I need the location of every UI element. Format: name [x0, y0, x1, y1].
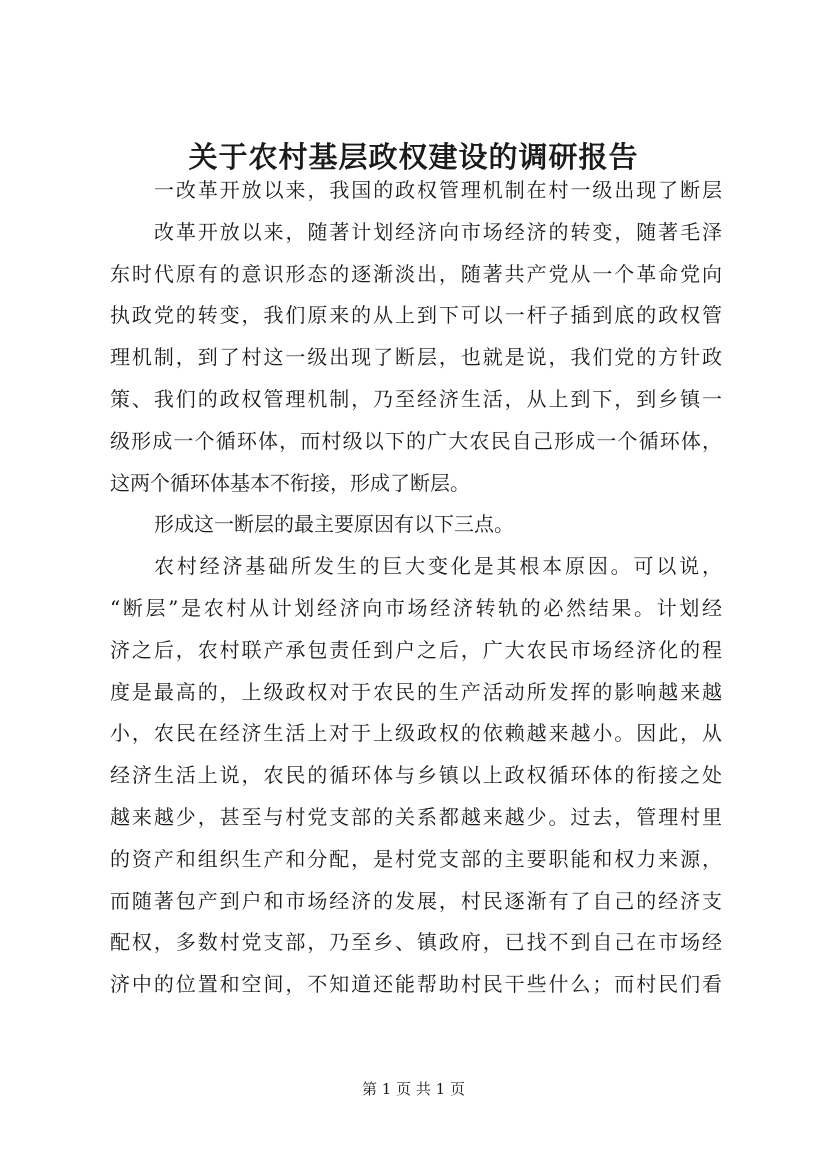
body-line: 东时代原有的意识形态的逐渐淡出，随著共产党从一个革命党向: [110, 261, 722, 286]
body-line: 执政党的转变，我们原来的从上到下可以一杆子插到底的政权管: [110, 303, 722, 328]
body-line: 一改革开放以来，我国的政权管理机制在村一级出现了断层: [154, 178, 722, 202]
body-line: 的资产和组织生产和分配，是村党支部的主要职能和权力来源，: [110, 846, 722, 871]
body-line: 策、我们的政权管理机制，乃至经济生活，从上到下，到乡镇一: [110, 386, 722, 411]
document-title: 关于农村基层政权建设的调研报告: [188, 140, 639, 174]
body-line: 改革开放以来，随著计划经济向市场经济的转变，随著毛泽: [154, 219, 722, 244]
body-line: 级形成一个循环体，而村级以下的广大农民自己形成一个循环体，: [110, 428, 722, 453]
body-line: 而随著包产到户和市场经济的发展，村民逐渐有了自己的经济支: [110, 888, 722, 913]
body-line: 济之后，农村联产承包责任到户之后，广大农民市场经济化的程: [110, 637, 722, 662]
body-line: 经济生活上说，农民的循环体与乡镇以上政权循环体的衔接之处: [110, 763, 722, 788]
body-line: 度是最高的，上级政权对于农民的生产活动所发挥的影响越来越: [110, 679, 722, 704]
body-line: 越来越少，甚至与村党支部的关系都越来越少。过去，管理村里: [110, 804, 722, 829]
document-body: [110, 170, 722, 1006]
page-footer: 第 1 页 共 1 页: [362, 1080, 465, 1098]
body-line: 理机制，到了村这一级出现了断层，也就是说，我们党的方针政: [110, 345, 722, 370]
body-line: 形成这一断层的最主要原因有以下三点。: [154, 512, 514, 537]
body-line: 农村经济基础所发生的巨大变化是其根本原因。可以说，: [154, 554, 722, 579]
body-line: 配权，多数村党支部，乃至乡、镇政府，已找不到自己在市场经: [110, 930, 722, 955]
body-line: 这两个循环体基本不衔接，形成了断层。: [110, 470, 470, 495]
body-line: “断层”是农村从计划经济向市场经济转轨的必然结果。计划经: [110, 595, 722, 620]
body-line: 小，农民在经济生活上对于上级政权的依赖越来越小。因此，从: [110, 721, 722, 746]
body-line: 济中的位置和空间，不知道还能帮助村民干些什么；而村民们看: [110, 972, 722, 997]
